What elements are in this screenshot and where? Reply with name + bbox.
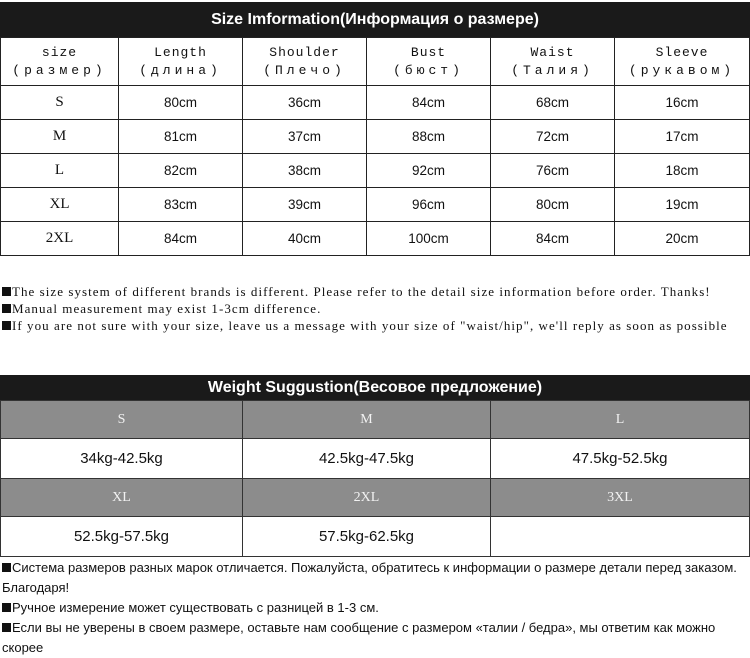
size-table — [0, 37, 750, 256]
note-line: Система размеров разных марок отличается. Пожалуйста, обратитесь к информации о размере детали перед заказом. Благодаря! — [2, 560, 737, 595]
bust-cell: 100cm — [367, 222, 491, 256]
header-waist: Waist (Талия) — [491, 38, 615, 86]
weight-size-cell: XL — [1, 479, 243, 517]
russian-notes — [2, 558, 748, 658]
length-cell: 84cm — [119, 222, 243, 256]
weight-value-cell: 57.5kg-62.5kg — [243, 517, 491, 557]
square-bullet-icon — [2, 321, 11, 330]
table-row — [1, 188, 750, 222]
sleeve-cell: 16cm — [615, 86, 750, 120]
weight-value-cell — [491, 517, 750, 557]
square-bullet-icon — [2, 563, 11, 572]
weight-size-cell: M — [243, 401, 491, 439]
length-cell: 80cm — [119, 86, 243, 120]
weight-value-row — [1, 517, 750, 557]
note-line: Ручное измерение может существовать с разницей в 1-3 см. — [2, 598, 748, 618]
sleeve-cell: 20cm — [615, 222, 750, 256]
shoulder-cell: 37cm — [243, 120, 367, 154]
weight-size-cell: L — [491, 401, 750, 439]
header-length: Length (длина) — [119, 38, 243, 86]
table-row — [1, 86, 750, 120]
size-cell: S — [1, 86, 119, 120]
size-cell: XL — [1, 188, 119, 222]
weight-value-row — [1, 439, 750, 479]
note-line: The size system of different brands is different. Please refer to the detail size information before order. Thanks! — [2, 283, 748, 300]
bust-cell: 88cm — [367, 120, 491, 154]
length-cell: 83cm — [119, 188, 243, 222]
shoulder-cell: 39cm — [243, 188, 367, 222]
weight-size-row — [1, 401, 750, 439]
size-cell: L — [1, 154, 119, 188]
length-cell: 81cm — [119, 120, 243, 154]
square-bullet-icon — [2, 623, 11, 632]
weight-size-cell: 3XL — [491, 479, 750, 517]
size-cell: M — [1, 120, 119, 154]
bust-cell: 92cm — [367, 154, 491, 188]
bust-cell: 84cm — [367, 86, 491, 120]
shoulder-cell: 38cm — [243, 154, 367, 188]
weight-size-row — [1, 479, 750, 517]
weight-value-cell: 42.5kg-47.5kg — [243, 439, 491, 479]
header-bust: Bust (бюст) — [367, 38, 491, 86]
weight-value-cell: 52.5kg-57.5kg — [1, 517, 243, 557]
size-info-title: Size Imformation(Информация о размере) — [0, 2, 750, 37]
weight-suggestion-title: Weight Suggustion(Весовое предложение) — [0, 375, 750, 400]
note-line: If you are not sure with your size, leave us a message with your size of "waist/hip", we'll reply as soon as possible — [2, 317, 748, 334]
waist-cell: 68cm — [491, 86, 615, 120]
shoulder-cell: 36cm — [243, 86, 367, 120]
note-line: Manual measurement may exist 1-3cm difference. — [2, 300, 748, 317]
english-notes — [2, 283, 748, 334]
note-line: Если вы не уверены в своем размере, оставьте нам сообщение с размером «талии / бедра», мы ответим как можно скорее — [2, 620, 716, 655]
header-size: size (размер) — [1, 38, 119, 86]
waist-cell: 84cm — [491, 222, 615, 256]
table-row — [1, 222, 750, 256]
weight-value-cell: 47.5kg-52.5kg — [491, 439, 750, 479]
weight-value-cell: 34kg-42.5kg — [1, 439, 243, 479]
waist-cell: 80cm — [491, 188, 615, 222]
square-bullet-icon — [2, 603, 11, 612]
size-cell: 2XL — [1, 222, 119, 256]
size-table-header — [1, 38, 750, 86]
sleeve-cell: 18cm — [615, 154, 750, 188]
table-row — [1, 120, 750, 154]
weight-table — [0, 400, 750, 557]
square-bullet-icon — [2, 304, 11, 313]
waist-cell: 76cm — [491, 154, 615, 188]
weight-size-cell: 2XL — [243, 479, 491, 517]
waist-cell: 72cm — [491, 120, 615, 154]
bust-cell: 96cm — [367, 188, 491, 222]
table-row — [1, 154, 750, 188]
weight-size-cell: S — [1, 401, 243, 439]
header-sleeve: Sleeve (рукавом) — [615, 38, 750, 86]
header-shoulder: Shoulder (Плечо) — [243, 38, 367, 86]
square-bullet-icon — [2, 287, 11, 296]
length-cell: 82cm — [119, 154, 243, 188]
sleeve-cell: 19cm — [615, 188, 750, 222]
shoulder-cell: 40cm — [243, 222, 367, 256]
sleeve-cell: 17cm — [615, 120, 750, 154]
